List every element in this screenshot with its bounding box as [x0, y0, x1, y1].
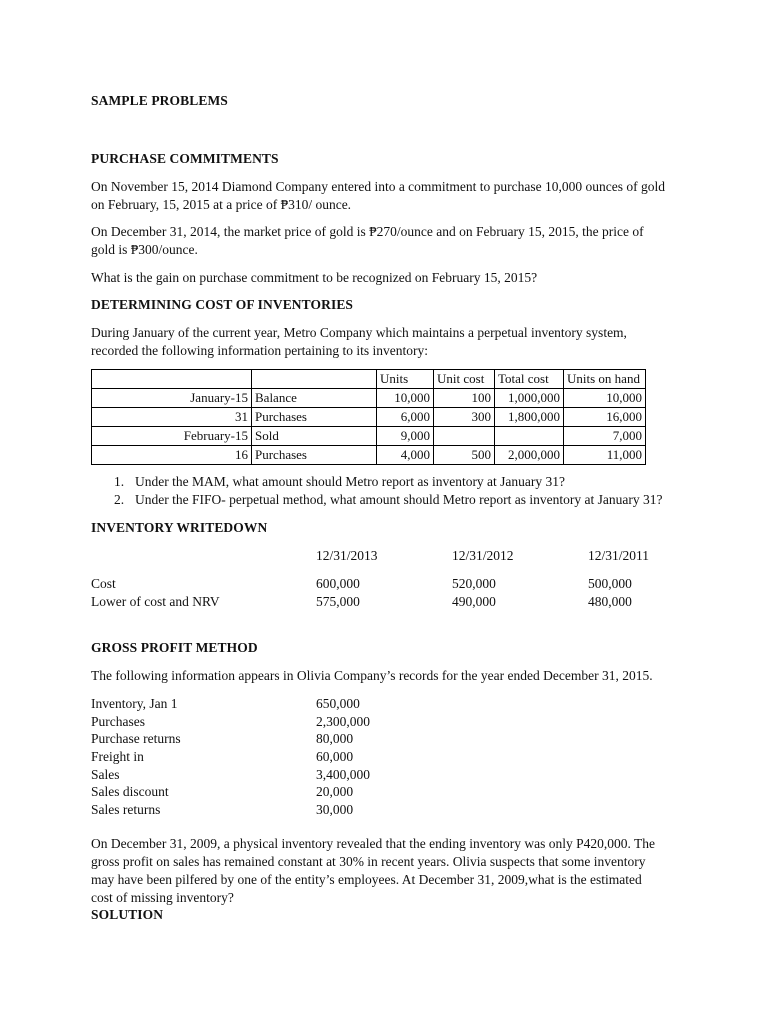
year-column-header: 12/31/2012	[452, 548, 514, 563]
table-cell: 10,000	[377, 389, 434, 408]
heading-inventory-writedown: INVENTORY WRITEDOWN	[91, 520, 268, 535]
table-cell: 16	[92, 446, 252, 465]
paragraph-line: gross profit on sales has remained constant at 30% in recent years. Olivia suspects that some inventory	[91, 854, 646, 869]
item-value: 80,000	[316, 731, 354, 746]
table-cell: 500	[434, 446, 495, 465]
paragraph-line: The following information appears in Olivia Company’s records for the year ended December 31, 2015.	[91, 668, 653, 683]
table-cell: 16,000	[564, 408, 646, 427]
table-header-cell: Total cost	[495, 370, 564, 389]
list-number: 1.	[114, 474, 125, 489]
table-cell: Sold	[252, 427, 377, 446]
table-cell: January-15	[92, 389, 252, 408]
table-cell: 11,000	[564, 446, 646, 465]
question-text: What is the gain on purchase commitment to be recognized on February 15, 2015?	[91, 270, 538, 285]
heading-purchase-commitments: PURCHASE COMMITMENTS	[91, 151, 279, 166]
item-value: 30,000	[316, 802, 354, 817]
item-label: Purchases	[91, 714, 145, 729]
item-value: 2,300,000	[316, 714, 370, 729]
inventory-table	[91, 369, 646, 465]
value-cell: 520,000	[452, 576, 496, 591]
table-cell: 300	[434, 408, 495, 427]
table-cell: 1,000,000	[495, 389, 564, 408]
paragraph-line: gold is ₱300/ounce.	[91, 242, 198, 257]
item-label: Freight in	[91, 749, 144, 764]
table-row	[92, 427, 646, 446]
table-cell: Purchases	[252, 408, 377, 427]
table-cell	[434, 427, 495, 446]
table-cell: 6,000	[377, 408, 434, 427]
table-row	[92, 446, 646, 465]
row-label: Lower of cost and NRV	[91, 594, 220, 609]
paragraph-line: On November 15, 2014 Diamond Company entered into a commitment to purchase 10,000 ounces of gold	[91, 179, 666, 194]
table-cell: 4,000	[377, 446, 434, 465]
table-cell: 2,000,000	[495, 446, 564, 465]
year-column-header: 12/31/2013	[316, 548, 378, 563]
heading-sample-problems: SAMPLE PROBLEMS	[91, 93, 228, 108]
list-item: Under the MAM, what amount should Metro report as inventory at January 31?	[135, 474, 566, 489]
paragraph-line: On December 31, 2014, the market price of gold is ₱270/ounce and on February 15, 2015, the price of	[91, 224, 644, 239]
heading-gross-profit-method: GROSS PROFIT METHOD	[91, 640, 258, 655]
table-cell: February-15	[92, 427, 252, 446]
table-cell: 9,000	[377, 427, 434, 446]
value-cell: 480,000	[588, 594, 632, 609]
value-cell: 600,000	[316, 576, 360, 591]
item-label: Sales discount	[91, 784, 169, 799]
table-cell: 1,800,000	[495, 408, 564, 427]
list-item: Under the FIFO- perpetual method, what amount should Metro report as inventory at January 31?	[135, 492, 663, 507]
paragraph-line: cost of missing inventory?	[91, 890, 234, 905]
table-header-cell: Unit cost	[434, 370, 495, 389]
value-cell: 490,000	[452, 594, 496, 609]
paragraph-line: on February, 15, 2015 at a price of ₱310/ ounce.	[91, 197, 352, 212]
paragraph-line: recorded the following information pertaining to its inventory:	[91, 343, 429, 358]
table-header-row	[92, 370, 646, 389]
list-number: 2.	[114, 492, 125, 507]
table-cell: 31	[92, 408, 252, 427]
value-cell: 500,000	[588, 576, 632, 591]
item-value: 60,000	[316, 749, 354, 764]
item-label: Sales	[91, 767, 120, 782]
item-value: 20,000	[316, 784, 354, 799]
table-cell: 7,000	[564, 427, 646, 446]
table-cell: 100	[434, 389, 495, 408]
item-label: Purchase returns	[91, 731, 181, 746]
heading-determining-cost: DETERMINING COST OF INVENTORIES	[91, 297, 354, 312]
paragraph-line: During January of the current year, Metro Company which maintains a perpetual inventory system,	[91, 325, 627, 340]
table-cell: Purchases	[252, 446, 377, 465]
paragraph-line: On December 31, 2009, a physical inventory revealed that the ending inventory was only P420,000. The	[91, 836, 655, 851]
row-label: Cost	[91, 576, 116, 591]
item-value: 650,000	[316, 696, 360, 711]
heading-solution: SOLUTION	[91, 907, 164, 922]
table-row	[92, 389, 646, 408]
table-header-cell: Units on hand	[564, 370, 646, 389]
item-value: 3,400,000	[316, 767, 370, 782]
table-header-cell: Units	[377, 370, 434, 389]
value-cell: 575,000	[316, 594, 360, 609]
item-label: Inventory, Jan 1	[91, 696, 178, 711]
table-header-cell	[92, 370, 252, 389]
year-column-header: 12/31/2011	[588, 548, 650, 563]
table-row	[92, 408, 646, 427]
table-header-cell	[252, 370, 377, 389]
table-cell: 10,000	[564, 389, 646, 408]
item-label: Sales returns	[91, 802, 161, 817]
paragraph-line: may have been pilfered by one of the entity’s employees. At December 31, 2009,what is the estimated	[91, 872, 642, 887]
table-cell	[495, 427, 564, 446]
table-cell: Balance	[252, 389, 377, 408]
